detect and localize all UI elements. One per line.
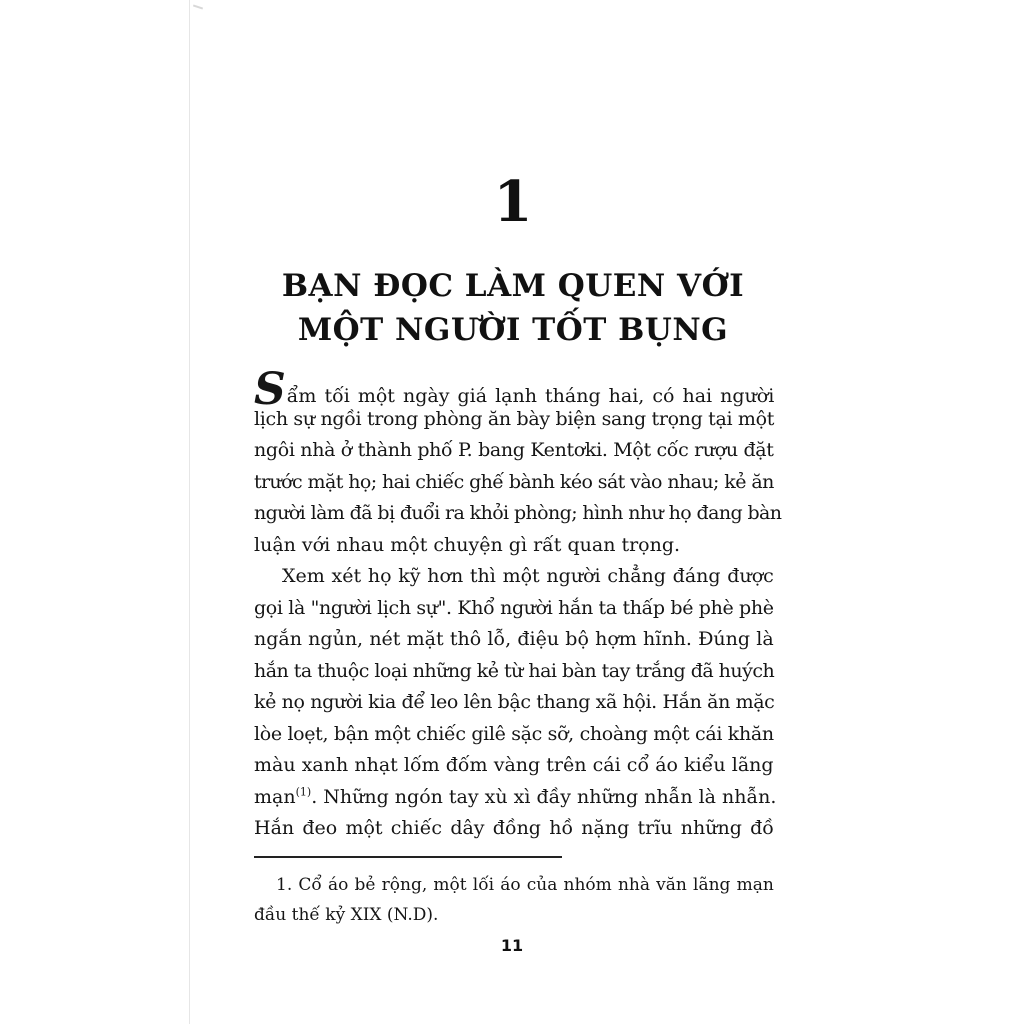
- chapter-title: [250, 264, 776, 352]
- chapter-number: 1: [493, 169, 533, 235]
- paragraph-line: [254, 656, 774, 688]
- body-line-14-word: mạn: [254, 785, 296, 808]
- body-line-5: người làm đã bị đuổi ra khỏi phòng; hình như họ đang bàn: [254, 502, 782, 524]
- body-line-2: lịch sự ngồi trong phòng ăn bày biện sang trọng tại một: [254, 407, 775, 430]
- drop-cap: S: [254, 364, 286, 415]
- paragraph-line: [254, 530, 774, 562]
- body-line-12: lòe loẹt, bận một chiếc gilê sặc sỡ, choàng một cái khăn: [254, 722, 774, 745]
- paragraph-line: [254, 364, 775, 415]
- paragraph-line: [254, 593, 774, 625]
- footnote-divider: [254, 856, 562, 858]
- paragraph-line: [254, 561, 774, 593]
- paragraph-line: [254, 624, 774, 656]
- footnote: [254, 870, 774, 930]
- body-text: [254, 364, 782, 845]
- body-line-7: Xem xét họ kỹ hơn thì một người chẳng đáng được: [282, 565, 774, 587]
- body-line-9: ngắn ngủn, nét mặt thô lỗ, điệu bộ hợm hĩnh. Đúng là: [254, 628, 774, 650]
- paragraph-line: [254, 687, 774, 719]
- body-line-1: [254, 364, 775, 415]
- footnote-line-1: 1. Cổ áo bẻ rộng, một lối áo của nhóm nhà văn lãng mạn: [276, 875, 774, 895]
- binding-line: [189, 0, 190, 1024]
- chapter-title-line-1: BẠN ĐỌC LÀM QUEN VỚI: [281, 268, 745, 304]
- body-line-3: ngôi nhà ở thành phố P. bang Kentơki. Một cốc rượu đặt: [254, 439, 774, 461]
- body-line-15: Hắn đeo một chiếc dây đồng hồ nặng trĩu những đồ: [254, 817, 774, 839]
- paragraph-line: [254, 750, 774, 782]
- body-line-4: trước mặt họ; hai chiếc ghế bành kéo sát vào nhau; kẻ ăn: [254, 470, 774, 493]
- paragraph-line: [254, 467, 774, 499]
- page-edge-mark: [193, 5, 203, 10]
- paragraph-line: [254, 782, 777, 814]
- body-line-13: màu xanh nhạt lốm đốm vàng trên cái cổ áo kiểu lãng: [254, 754, 774, 776]
- body-line-14: [254, 782, 776, 814]
- page-number: 11: [500, 936, 524, 955]
- body-line-14-text: . Những ngón tay xù xì đầy những nhẫn là nhẫn.: [311, 785, 777, 808]
- paragraph-line: [254, 813, 774, 845]
- body-line-10: hắn ta thuộc loại những kẻ từ hai bàn tay trắng đã huých: [254, 659, 775, 682]
- paragraph-line: [254, 498, 782, 530]
- paragraph-line: [254, 404, 774, 436]
- body-line-11: kẻ nọ người kia để leo lên bậc thang xã hội. Hắn ăn mặc: [254, 691, 775, 713]
- footnote-reference: (1): [295, 785, 312, 799]
- body-line-6: luận với nhau một chuyện gì rất quan trọng.: [254, 533, 681, 556]
- footnote-line: [254, 900, 774, 930]
- body-line-1-text: ẩm tối một ngày giá lạnh tháng hai, có hai người: [286, 385, 775, 407]
- body-line-8: gọi là "người lịch sự". Khổ người hắn ta thấp bé phè phè: [254, 596, 774, 619]
- paragraph-line: [254, 719, 774, 751]
- footnote-line-2: đầu thế kỷ XIX (N.D).: [254, 905, 439, 925]
- chapter-title-line-2: MỘT NGƯỜI TỐT BỤNG: [297, 312, 729, 348]
- paragraph-line: [254, 435, 774, 467]
- footnote-line: [254, 870, 774, 900]
